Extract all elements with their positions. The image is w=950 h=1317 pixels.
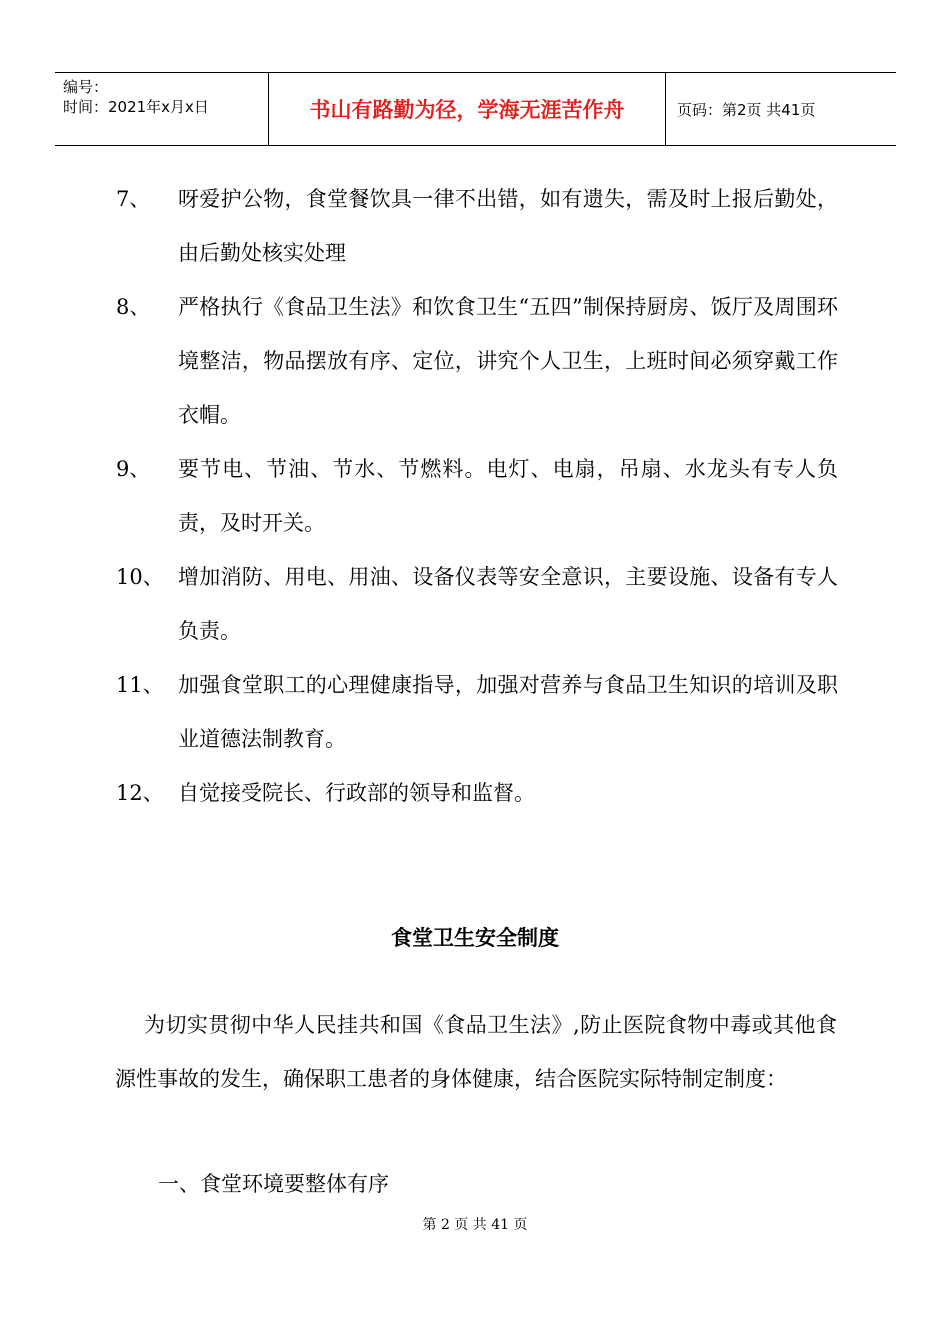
- header-number-label: 编号：: [63, 78, 109, 96]
- header-page-info: 页码：第2页 共41页: [677, 100, 816, 119]
- list-item-text: 增加消防、用电、用油、设备仪表等安全意识，主要设施、设备有专人负责。: [178, 565, 838, 643]
- page-footer: 第 2 页 共 41 页: [422, 1217, 528, 1233]
- section-title: 食堂卫生安全制度: [391, 926, 559, 950]
- list-item: [0, 442, 950, 550]
- list-item-number: 12、: [116, 781, 164, 805]
- header-divider: [665, 73, 666, 145]
- header-meta: [63, 77, 209, 117]
- list-item: [0, 766, 950, 820]
- list-item-text: 严格执行《食品卫生法》和饮食卫生“五四”制保持厨房、饭厅及周围环境整洁，物品摆放有序、定位，讲究个人卫生，上班时间必须穿戴工作衣帽。: [178, 295, 838, 427]
- list-item-text: 要节电、节油、节水、节燃料。电灯、电扇，吊扇、水龙头有专人负责，及时开关。: [178, 457, 838, 535]
- list-item-number: 9、: [116, 457, 151, 481]
- list-item: [0, 280, 950, 442]
- list-item: [0, 550, 950, 658]
- list-item-text: 自觉接受院长、行政部的领导和监督。: [178, 781, 535, 805]
- list-item: [0, 658, 950, 766]
- list-item-number: 7、: [116, 187, 151, 211]
- rules-list: [0, 172, 950, 820]
- header-time-label: 时间：2021年x月x日: [63, 98, 209, 116]
- section-subheading: 一、食堂环境要整体有序: [158, 1172, 389, 1196]
- section-intro: 为切实贯彻中华人民挂共和国《食品卫生法》,防止医院食物中毒或其他食源性事故的发生，确保职工患者的身体健康，结合医院实际特制定制度：: [115, 1013, 837, 1091]
- document-header: [55, 72, 896, 146]
- list-item-text: 呀爱护公物，食堂餐饮具一律不出错，如有遗失，需及时上报后勤处，由后勤处核实处理: [178, 187, 838, 265]
- list-item-number: 8、: [116, 295, 151, 319]
- list-item-number: 11、: [116, 673, 164, 697]
- list-item: [0, 172, 950, 280]
- list-item-text: 加强食堂职工的心理健康指导，加强对营养与食品卫生知识的培训及职业道德法制教育。: [178, 673, 838, 751]
- list-item-number: 10、: [116, 565, 164, 589]
- header-motto: 书山有路勤为径，学海无涯苦作舟: [309, 98, 625, 122]
